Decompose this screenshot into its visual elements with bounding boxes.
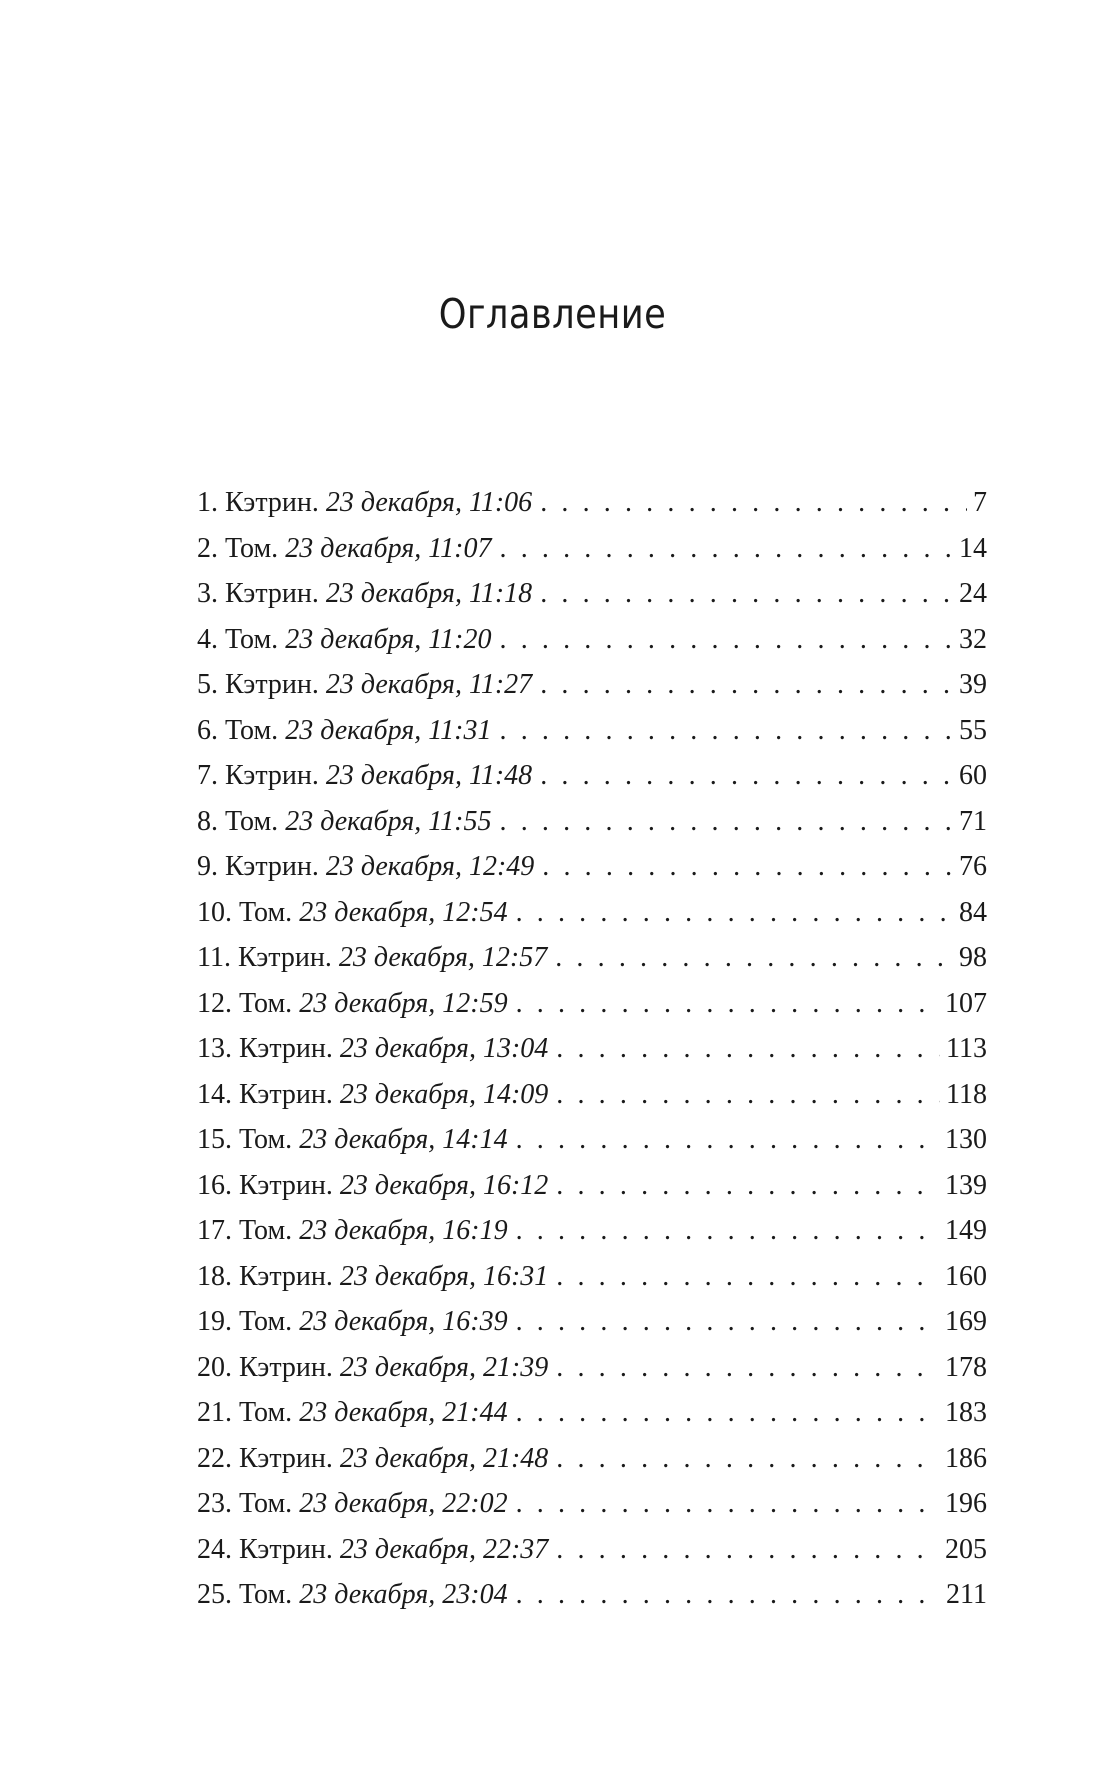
entry-timestamp: 23 декабря, 14:14 — [299, 1124, 508, 1155]
entry-narrator: Кэтрин. — [239, 1033, 333, 1064]
dot-leader — [556, 1254, 939, 1300]
entry-narrator: Том. — [239, 1579, 293, 1610]
entry-narrator: Том. — [225, 532, 279, 564]
entry-number: 13. — [197, 1033, 232, 1064]
page-title: Оглавление — [438, 290, 667, 338]
entry-timestamp: 23 декабря, 23:04 — [299, 1579, 508, 1610]
toc-entry[interactable] — [197, 981, 987, 1027]
dot-leader — [516, 1208, 939, 1254]
dot-leader — [516, 981, 939, 1027]
toc-entry[interactable] — [197, 571, 987, 617]
dot-leader — [556, 1345, 939, 1391]
entry-narrator: Кэтрин. — [225, 760, 319, 791]
entry-page-number: 24 — [959, 578, 987, 609]
entry-number: 6. — [197, 714, 218, 746]
entry-number: 1. — [197, 487, 218, 518]
dot-leader — [556, 1436, 939, 1482]
entry-narrator: Кэтрин. — [225, 851, 319, 882]
entry-page-number: 113 — [946, 1033, 987, 1064]
entry-timestamp: 23 декабря, 12:57 — [338, 942, 548, 973]
entry-timestamp: 23 декабря, 11:31 — [285, 714, 492, 746]
toc-entry[interactable] — [197, 1254, 987, 1300]
entry-narrator: Кэтрин. — [239, 1078, 333, 1110]
entry-number: 21. — [197, 1397, 232, 1428]
toc-entry[interactable] — [197, 1299, 987, 1345]
entry-number: 15. — [197, 1124, 232, 1155]
entry-narrator: Том. — [239, 1397, 293, 1428]
dot-leader — [500, 526, 954, 572]
entry-page-number: 183 — [945, 1397, 987, 1428]
dot-leader — [500, 799, 954, 845]
entry-page-number: 32 — [959, 623, 987, 655]
dot-leader — [500, 708, 954, 754]
dot-leader — [556, 1072, 940, 1118]
entry-page-number: 107 — [945, 987, 987, 1019]
entry-number: 4. — [197, 623, 218, 655]
entry-timestamp: 23 декабря, 21:48 — [339, 1442, 549, 1474]
entry-timestamp: 23 декабря, 11:06 — [325, 487, 533, 518]
dot-leader — [516, 1390, 939, 1436]
entry-timestamp: 23 декабря, 16:31 — [339, 1260, 549, 1292]
dot-leader — [555, 935, 953, 981]
dot-leader — [540, 662, 953, 708]
entry-timestamp: 23 декабря, 22:37 — [339, 1533, 549, 1565]
toc-entry[interactable] — [197, 480, 987, 526]
entry-timestamp: 23 декабря, 21:39 — [339, 1351, 549, 1383]
entry-number: 3. — [197, 578, 218, 609]
entry-timestamp: 23 декабря, 12:49 — [325, 851, 535, 882]
dot-leader — [556, 1026, 940, 1072]
entry-timestamp: 23 декабря, 16:39 — [299, 1306, 508, 1337]
entry-timestamp: 23 декабря, 14:09 — [339, 1078, 549, 1110]
toc-entry[interactable] — [197, 1390, 987, 1436]
toc-entry[interactable] — [197, 753, 987, 799]
entry-timestamp: 23 декабря, 11:55 — [285, 805, 492, 837]
toc-entry[interactable] — [197, 708, 987, 754]
dot-leader — [516, 1572, 940, 1618]
toc-entry[interactable] — [197, 1436, 987, 1482]
entry-page-number: 178 — [945, 1351, 987, 1383]
dot-leader — [542, 844, 953, 890]
entry-page-number: 211 — [946, 1579, 987, 1610]
toc-entry[interactable] — [197, 890, 987, 936]
dot-leader — [540, 753, 953, 799]
entry-number: 7. — [197, 760, 218, 791]
entry-number: 25. — [197, 1579, 232, 1610]
entry-page-number: 160 — [945, 1260, 987, 1292]
entry-narrator: Том. — [239, 896, 293, 928]
entry-number: 18. — [197, 1260, 232, 1292]
toc-entry[interactable] — [197, 1345, 987, 1391]
toc-entry[interactable] — [197, 526, 987, 572]
entry-number: 10. — [197, 896, 232, 928]
entry-narrator: Том. — [225, 805, 279, 837]
entry-timestamp: 23 декабря, 11:27 — [325, 669, 533, 700]
toc-entry[interactable] — [197, 844, 987, 890]
entry-page-number: 205 — [945, 1533, 987, 1565]
entry-number: 11. — [197, 942, 231, 973]
toc-entry[interactable] — [197, 1026, 987, 1072]
toc-entry[interactable] — [197, 935, 987, 981]
entry-narrator: Кэтрин. — [239, 1169, 333, 1201]
entry-number: 20. — [197, 1351, 232, 1383]
entry-narrator: Кэтрин. — [225, 669, 319, 700]
toc-entry[interactable] — [197, 617, 987, 663]
entry-narrator: Кэтрин. — [225, 487, 319, 518]
toc-entry[interactable] — [197, 1208, 987, 1254]
toc-entry[interactable] — [197, 1117, 987, 1163]
entry-page-number: 84 — [959, 896, 987, 928]
toc-entry[interactable] — [197, 799, 987, 845]
entry-timestamp: 23 декабря, 11:18 — [325, 578, 533, 609]
entry-page-number: 7 — [973, 487, 987, 518]
entry-page-number: 139 — [945, 1169, 987, 1201]
entry-page-number: 169 — [945, 1306, 987, 1337]
entry-timestamp: 23 декабря, 13:04 — [339, 1033, 549, 1064]
entry-page-number: 39 — [959, 669, 987, 700]
entry-page-number: 76 — [959, 851, 987, 882]
entry-timestamp: 23 декабря, 12:59 — [299, 987, 508, 1019]
toc-entry[interactable] — [197, 1527, 987, 1573]
entry-number: 14. — [197, 1078, 232, 1110]
toc-entry[interactable] — [197, 1572, 987, 1618]
toc-entry[interactable] — [197, 1481, 987, 1527]
entry-page-number: 118 — [946, 1078, 987, 1110]
toc-entry[interactable] — [197, 1163, 987, 1209]
entry-timestamp: 23 декабря, 11:20 — [285, 623, 492, 655]
entry-number: 8. — [197, 805, 218, 837]
entry-page-number: 71 — [959, 805, 987, 837]
entry-number: 23. — [197, 1488, 232, 1519]
entry-number: 12. — [197, 987, 232, 1019]
dot-leader — [516, 1117, 939, 1163]
entry-timestamp: 23 декабря, 12:54 — [299, 896, 508, 928]
entry-page-number: 149 — [945, 1215, 987, 1246]
entry-narrator: Кэтрин. — [239, 1351, 333, 1383]
entry-number: 2. — [197, 532, 218, 564]
dot-leader — [500, 617, 954, 663]
entry-timestamp: 23 декабря, 16:19 — [299, 1215, 508, 1246]
entry-page-number: 55 — [959, 714, 987, 746]
entry-number: 22. — [197, 1442, 232, 1474]
dot-leader — [556, 1527, 939, 1573]
entry-narrator: Том. — [239, 1306, 293, 1337]
entry-timestamp: 23 декабря, 16:12 — [339, 1169, 549, 1201]
entry-narrator: Том. — [239, 1488, 293, 1519]
entry-number: 9. — [197, 851, 218, 882]
entry-timestamp: 23 декабря, 21:44 — [299, 1397, 508, 1428]
dot-leader — [516, 1299, 939, 1345]
entry-narrator: Кэтрин. — [237, 942, 332, 973]
table-of-contents — [197, 480, 987, 1618]
entry-number: 17. — [197, 1215, 232, 1246]
entry-narrator: Том. — [239, 1124, 293, 1155]
entry-narrator: Кэтрин. — [225, 578, 319, 609]
entry-page-number: 130 — [945, 1124, 987, 1155]
entry-page-number: 98 — [959, 942, 987, 973]
entry-number: 19. — [197, 1306, 232, 1337]
entry-narrator: Кэтрин. — [239, 1260, 333, 1292]
entry-narrator: Кэтрин. — [239, 1533, 333, 1565]
entry-timestamp: 23 декабря, 22:02 — [299, 1488, 508, 1519]
entry-narrator: Том. — [239, 1215, 293, 1246]
dot-leader — [516, 1481, 939, 1527]
dot-leader — [540, 480, 967, 526]
dot-leader — [516, 890, 953, 936]
entry-narrator: Том. — [225, 714, 279, 746]
toc-entry[interactable] — [197, 662, 987, 708]
entry-narrator: Кэтрин. — [239, 1442, 333, 1474]
entry-timestamp: 23 декабря, 11:48 — [325, 760, 533, 791]
entry-number: 16. — [197, 1169, 232, 1201]
toc-entry[interactable] — [197, 1072, 987, 1118]
dot-leader — [556, 1163, 939, 1209]
entry-page-number: 14 — [959, 532, 987, 564]
entry-timestamp: 23 декабря, 11:07 — [285, 532, 492, 564]
entry-narrator: Том. — [225, 623, 279, 655]
dot-leader — [540, 571, 953, 617]
entry-number: 5. — [197, 669, 218, 700]
entry-page-number: 186 — [945, 1442, 987, 1474]
entry-narrator: Том. — [239, 987, 293, 1019]
entry-page-number: 60 — [959, 760, 987, 791]
entry-number: 24. — [197, 1533, 232, 1565]
entry-page-number: 196 — [945, 1488, 987, 1519]
